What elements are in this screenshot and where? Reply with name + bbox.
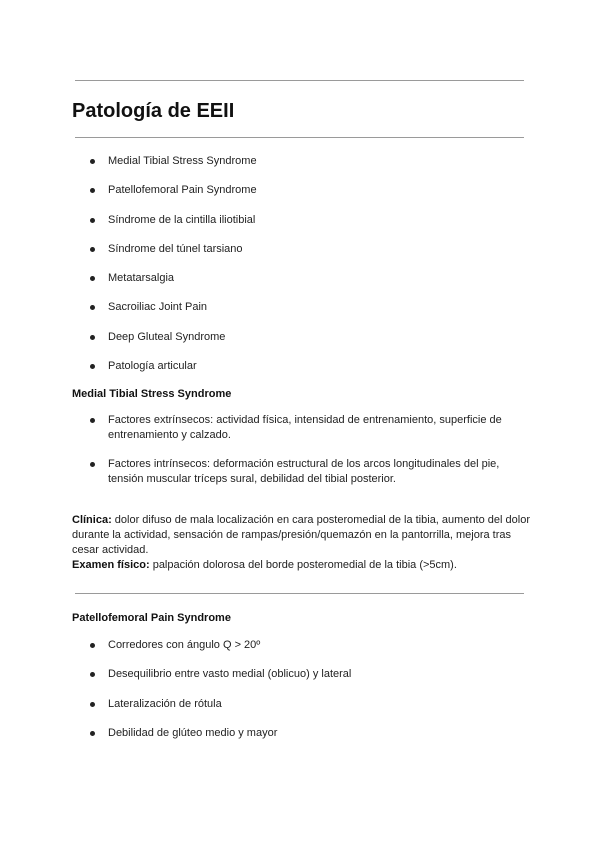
list-item: Patología articular — [88, 359, 518, 374]
list-item: Metatarsalgia — [88, 271, 518, 286]
list-item: Factores intrínsecos: deformación estructural de los arcos longitudinales del pie, tensión muscular tríceps sural, debilidad del tibial posterior. — [88, 457, 518, 487]
list-item: Factores extrínsecos: actividad física, intensidad de entrenamiento, superficie de entrenamiento y calzado. — [88, 413, 518, 443]
list-item: Desequilibrio entre vasto medial (oblicuo) y lateral — [88, 667, 518, 682]
pfps-heading: Patellofemoral Pain Syndrome — [72, 612, 231, 624]
top-divider — [75, 80, 524, 81]
list-item: Lateralización de rótula — [88, 697, 518, 712]
page-title: Patología de EEII — [72, 100, 235, 122]
list-item: Patellofemoral Pain Syndrome — [88, 183, 518, 198]
list-item: Corredores con ángulo Q > 20º — [88, 638, 518, 653]
mtss-clinical-paragraph — [72, 513, 532, 573]
title-divider — [75, 137, 524, 138]
exam-text: palpación dolorosa del borde posteromedial de la tibia (>5cm). — [149, 559, 457, 571]
list-item: Síndrome de la cintilla iliotibial — [88, 213, 518, 228]
exam-label: Examen físico: — [72, 559, 150, 571]
pfps-list — [88, 638, 518, 755]
mtss-heading: Medial Tibial Stress Syndrome — [72, 388, 232, 400]
list-item: Síndrome del túnel tarsiano — [88, 242, 518, 257]
list-item: Debilidad de glúteo medio y mayor — [88, 726, 518, 741]
list-item: Sacroiliac Joint Pain — [88, 300, 518, 315]
clinica-label: Clínica: — [72, 514, 112, 526]
section-divider — [75, 593, 524, 594]
mtss-factors-list — [88, 413, 518, 501]
list-item: Deep Gluteal Syndrome — [88, 330, 518, 345]
list-item: Medial Tibial Stress Syndrome — [88, 154, 518, 169]
contents-list — [88, 154, 518, 388]
clinica-text: dolor difuso de mala localización en cara posteromedial de la tibia, aumento del dolor durante la actividad, sensación de rampas/presión/quemazón en la pantorrilla, mejora tras cesar actividad. — [72, 514, 530, 556]
